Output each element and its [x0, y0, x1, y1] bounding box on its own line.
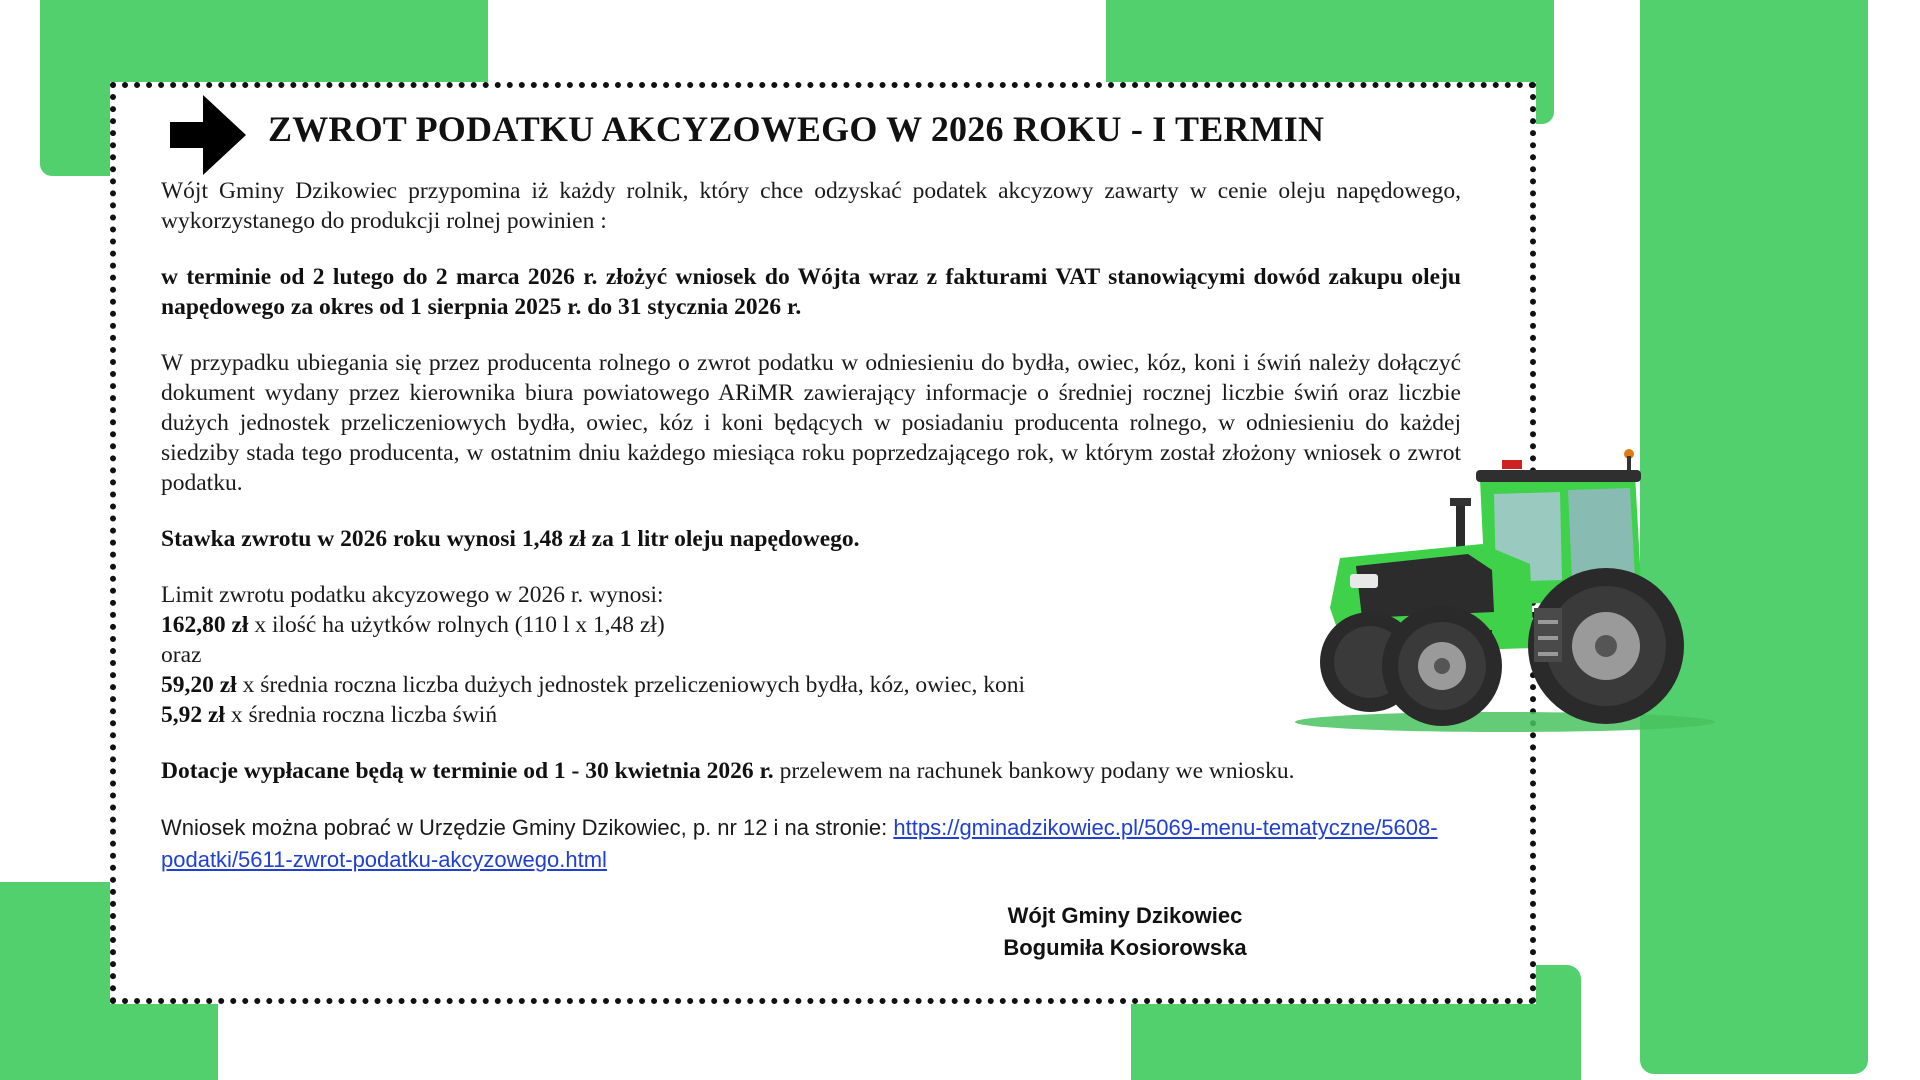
payment-dates: Dotacje wypłacane będą w terminie od 1 - 30 kwietnia 2026 r. [161, 758, 774, 784]
limit-amount-pigs: 5,92 zł [161, 702, 225, 728]
rate-paragraph: Stawka zwrotu w 2026 roku wynosi 1,48 zł za 1 litr oleju napędowego. [161, 526, 860, 552]
limit-heading: Limit zwrotu podatku akcyzowego w 2026 r. wynosi: [161, 582, 664, 608]
limit-text-pigs: x średnia roczna liczba świń [224, 702, 498, 728]
payment-details: przelewem na rachunek bankowy podany we wniosku. [773, 758, 1295, 784]
payment-paragraph [161, 756, 1461, 786]
notice-body [161, 176, 1461, 902]
signature-name: Bogumiła Kosiorowska [1003, 935, 1247, 960]
download-text: Wniosek można pobrać w Urzędzie Gminy Dzikowiec, p. nr 12 i na stronie: [161, 815, 894, 840]
intro-paragraph: Wójt Gminy Dzikowiec przypomina iż każdy rolnik, który chce odzyskać podatek akcyzowy zawarty w cenie oleju napędowego, wykorzystanego do produkcji rolnej powinien : [161, 178, 1461, 234]
limit-amount-cattle: 59,20 zł [161, 672, 237, 698]
limit-text-land: x ilość ha użytków rolnych (110 l x 1,48 zł) [248, 612, 665, 638]
limit-amount-land: 162,80 zł [161, 612, 249, 638]
limit-oraz: oraz [161, 642, 202, 668]
livestock-paragraph: W przypadku ubiegania się przez producenta rolnego o zwrot podatku w odniesieniu do bydła, owiec, kóz, koni i świń należy dołączyć dokument wydany przez kierownika biura powiatowego ARiMR zawierający informacje o średniej rocznej liczbie świń oraz liczbie dużych jednostek przeliczeniowych bydła, owiec, kóz i koni będących w posiadaniu producenta rolnego, w odniesieniu do każdej siedziby stada tego producenta, w ostatnim dniu każdego miesiąca roku poprzedzającego rok, w którym został złożony wniosek o zwrot podatku. [161, 350, 1461, 496]
signature-block [960, 900, 1290, 964]
deadline-paragraph: w terminie od 2 lutego do 2 marca 2026 r. złożyć wniosek do Wójta wraz z fakturami VAT stanowiącymi dowód zakupu oleju napędowego za okres od 1 sierpnia 2025 r. do 31 stycznia 2026 r. [161, 264, 1461, 320]
limit-text-cattle: x średnia roczna liczba dużych jednostek przeliczeniowych bydła, kóz, owiec, koni [236, 672, 1025, 698]
tractor-image [1290, 440, 1720, 740]
form-download-link[interactable]: https://gminadzikowiec.pl/5069-menu-tematyczne/5608-podatki/5611-zwrot-podatku-akcyzowego.html [161, 815, 1438, 872]
download-paragraph [161, 812, 1461, 876]
limit-line-pigs [161, 700, 1461, 730]
signature-role: Wójt Gminy Dzikowiec [1007, 903, 1243, 928]
limit-block [161, 580, 1461, 730]
right-arrow-icon [170, 95, 246, 175]
limit-line-cattle [161, 670, 1461, 700]
limit-line-land [161, 610, 1461, 640]
notice-title: ZWROT PODATKU AKCYZOWEGO W 2026 ROKU - I TERMIN [268, 109, 1325, 149]
